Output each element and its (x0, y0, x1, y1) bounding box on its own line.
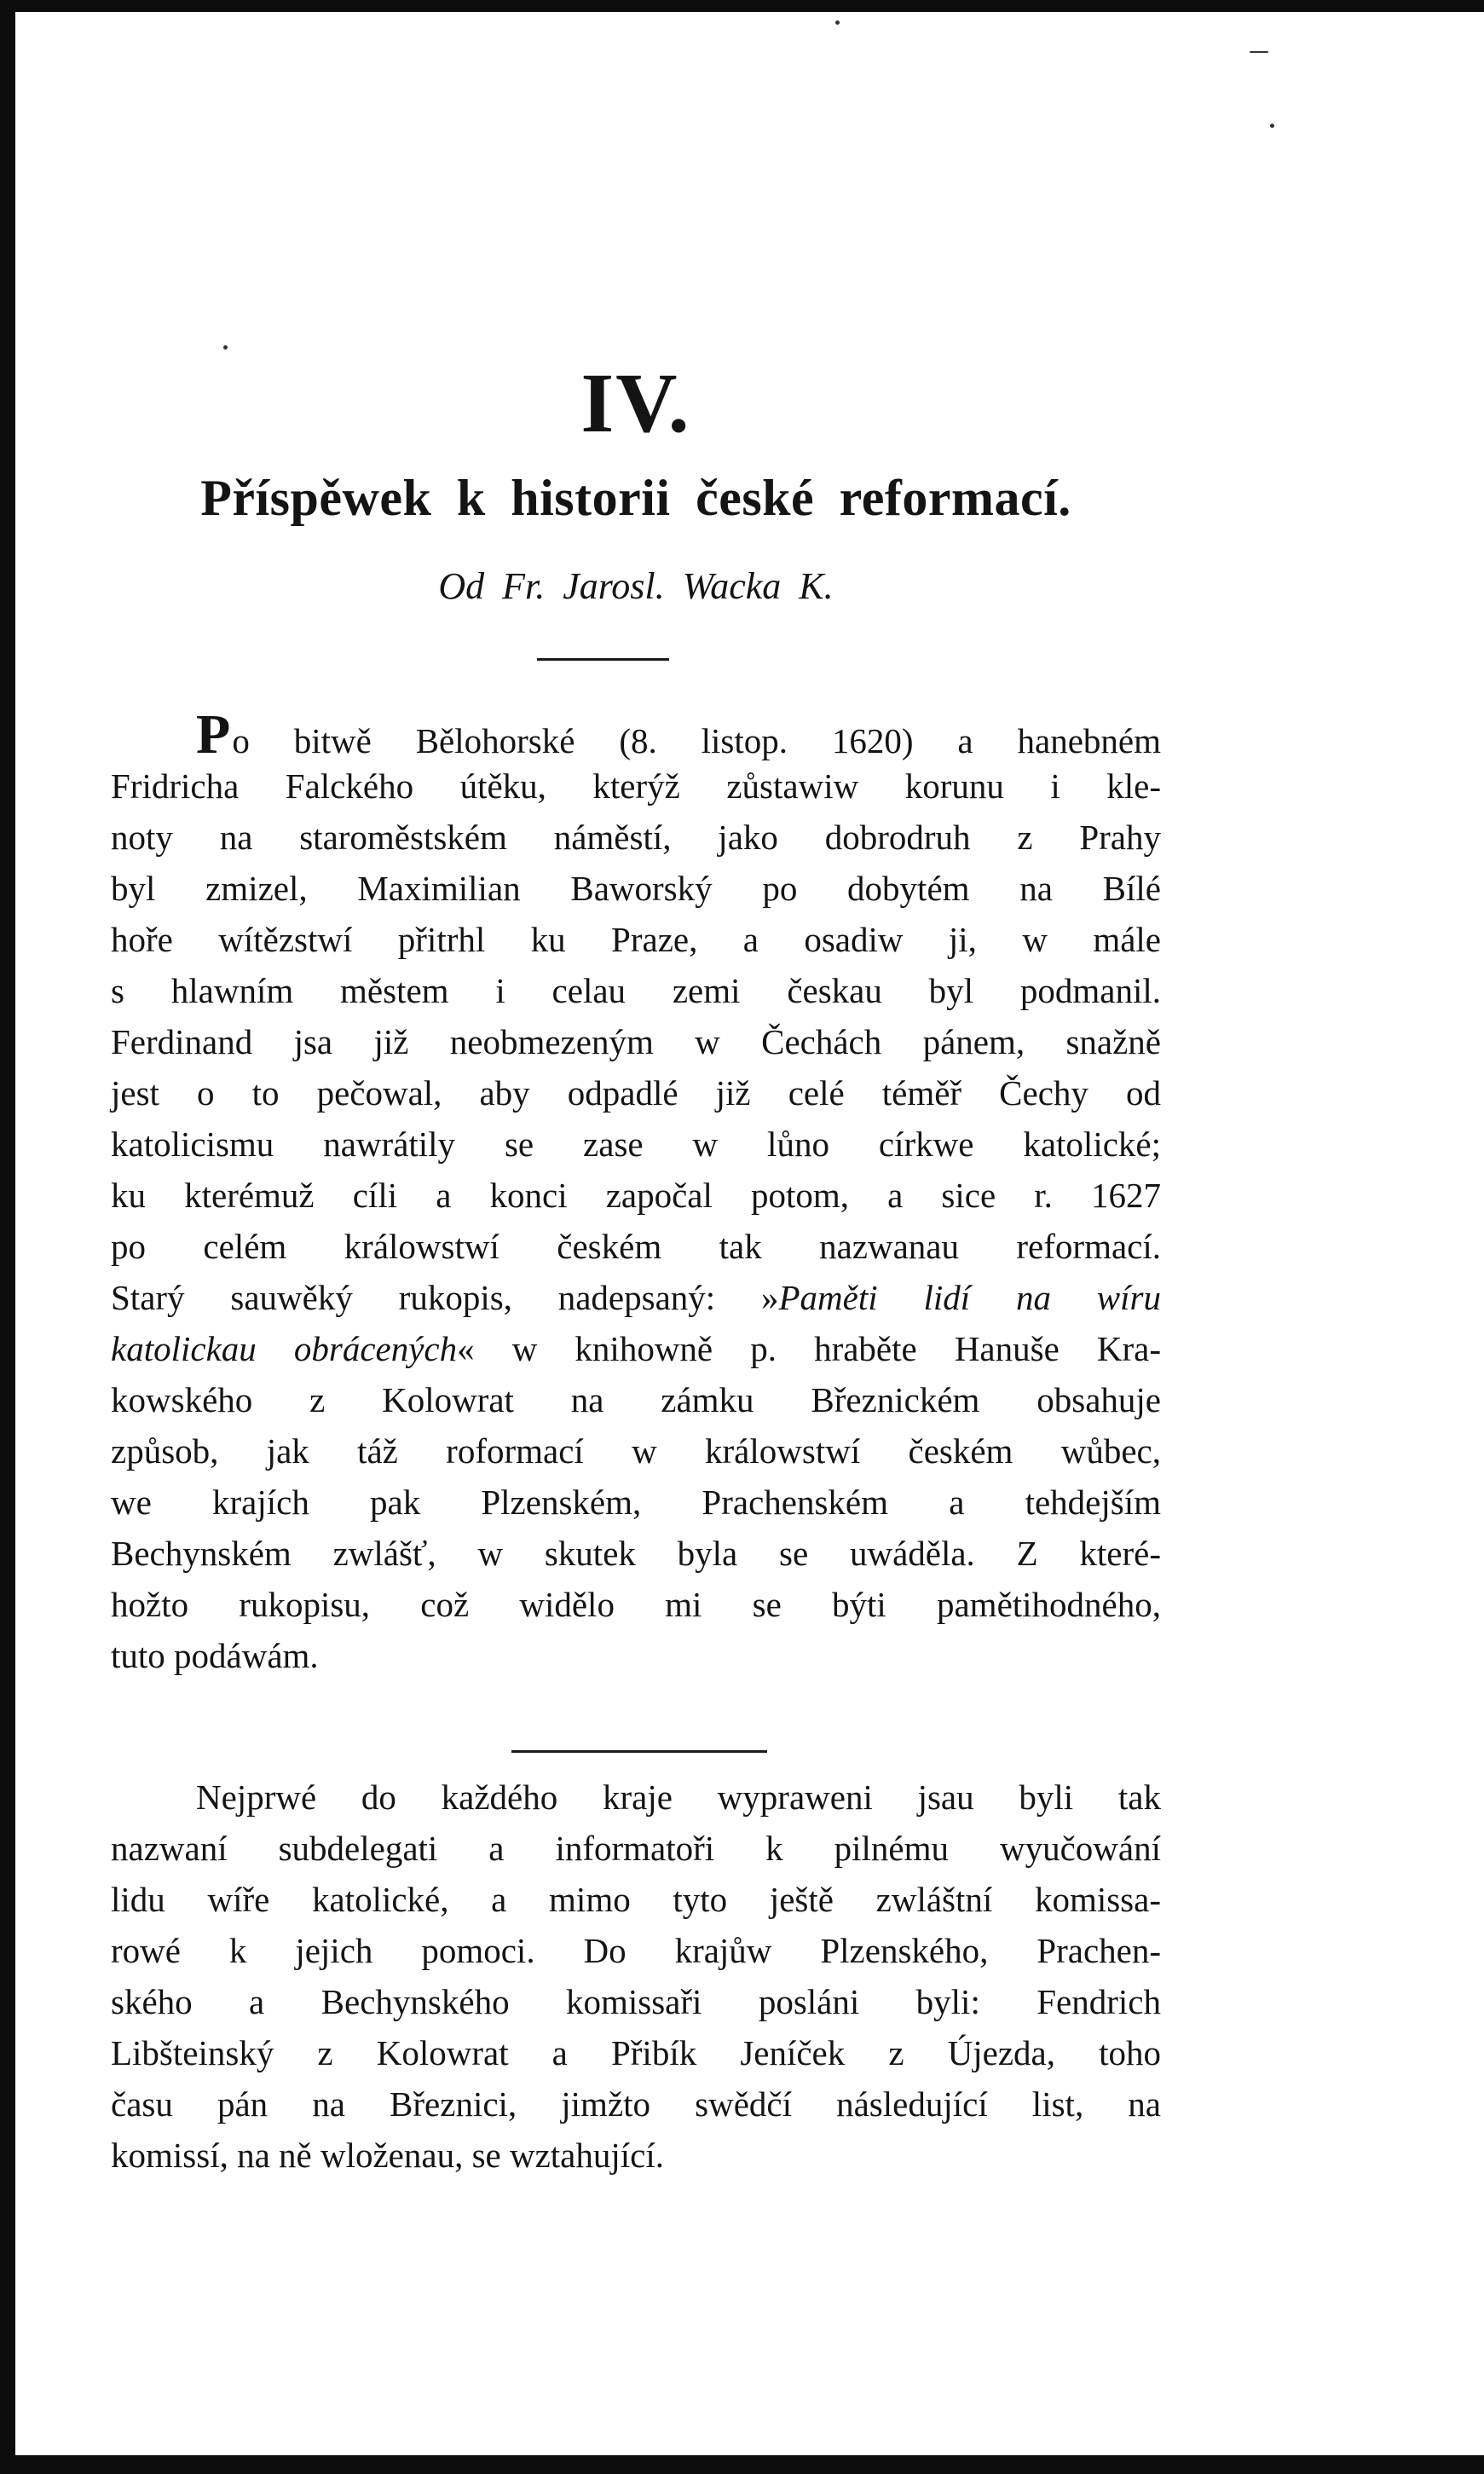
section-divider (511, 1750, 767, 1753)
text-line: Libšteinský z Kolowrat a Přibík Jeníček z Újezda, toho (111, 2033, 1161, 2072)
article-title: Příspěwek k historii české reformací. (200, 470, 1071, 526)
text-line: komissí, na ně wloženau, se wztahující. (111, 2136, 664, 2175)
paragraph-2 (111, 1772, 1161, 2181)
chapter-number: IV. (580, 355, 691, 450)
document-page (111, 0, 1161, 2455)
italic-manuscript-title: katolickau obrácených (111, 1329, 458, 1368)
text-line: katolicismu nawrátily se zase w lůno církwe katolické; (111, 1124, 1161, 1164)
paragraph-1 (111, 703, 1161, 1681)
text-line: byl zmizel, Maximilian Baworský po dobytém na Bílé (111, 869, 1161, 908)
text-line: we krajích pak Plzenském, Prachenském a tehdejším (111, 1483, 1161, 1522)
italic-manuscript-title: Paměti lidí na wíru (778, 1278, 1161, 1317)
scan-border-bottom (0, 2455, 1484, 2474)
drop-cap: P (196, 703, 231, 766)
text-line: lidu wíře katolické, a mimo tyto ještě zwláštní komissa- (111, 1880, 1161, 1919)
text-line: kowského z Kolowrat na zámku Březnickém obsahuje (111, 1380, 1161, 1419)
text-line: hožto rukopisu, což widělo mi se býti pamětihodného, (111, 1585, 1161, 1624)
text-line: způsob, jak táž roformací w králowstwí českém wůbec, (111, 1431, 1161, 1471)
title-divider (537, 658, 669, 661)
text-line: noty na staroměstském náměstí, jako dobrodruh z Prahy (111, 818, 1161, 857)
text-line: jest o to pečowal, aby odpadlé již celé téměř Čechy od (111, 1073, 1161, 1113)
text-line: nazwaní subdelegati a informatoři k pilnému wyučowání (111, 1829, 1161, 1868)
text-line: času pán na Březnici, jimžto swědčí následující list, na (111, 2084, 1161, 2124)
text-line: s hlawním městem i celau zemi českau byl podmanil. (111, 971, 1161, 1010)
text-line: ku kterémuž cíli a konci započal potom, a sice r. 1627 (111, 1176, 1161, 1215)
text-line: Nejprwé do každého kraje wypraweni jsau byli tak (196, 1777, 1161, 1817)
text-line: tuto podáwám. (111, 1636, 319, 1675)
article-author: Od Fr. Jarosl. Wacka K. (438, 565, 834, 607)
text-line: po celém králowstwí českém tak nazwanau reformací. (111, 1227, 1161, 1266)
text-line: ského a Bechynského komissaři posláni byli: Fendrich (111, 1982, 1161, 2021)
text-line: Po bitwě Bělohorské (8. listop. 1620) a hanebném (196, 703, 1161, 766)
scan-speck (1250, 51, 1268, 53)
text-line: katolickau obrácených« w knihowně p. hraběte Hanuše Kra- (111, 1329, 1161, 1368)
text-line: hoře wítězstwí přitrhl ku Praze, a osadiw ji, w mále (111, 920, 1161, 959)
text-line: rowé k jejich pomoci. Do krajůw Plzenského, Prachen- (111, 1931, 1161, 1970)
text-line: Starý sauwěký rukopis, nadepsaný: »Paměti lidí na wíru (111, 1278, 1161, 1317)
text-line: Bechynském zwlášť, w skutek byla se uwáděla. Z které- (111, 1534, 1161, 1573)
scan-border-left (0, 0, 15, 2474)
scan-speck (1270, 124, 1274, 128)
text-line: Ferdinand jsa již neobmezeným w Čechách pánem, snažně (111, 1022, 1161, 1061)
text-line: Fridricha Falckého útěku, kterýž zůstawiw korunu i kle- (111, 766, 1161, 806)
